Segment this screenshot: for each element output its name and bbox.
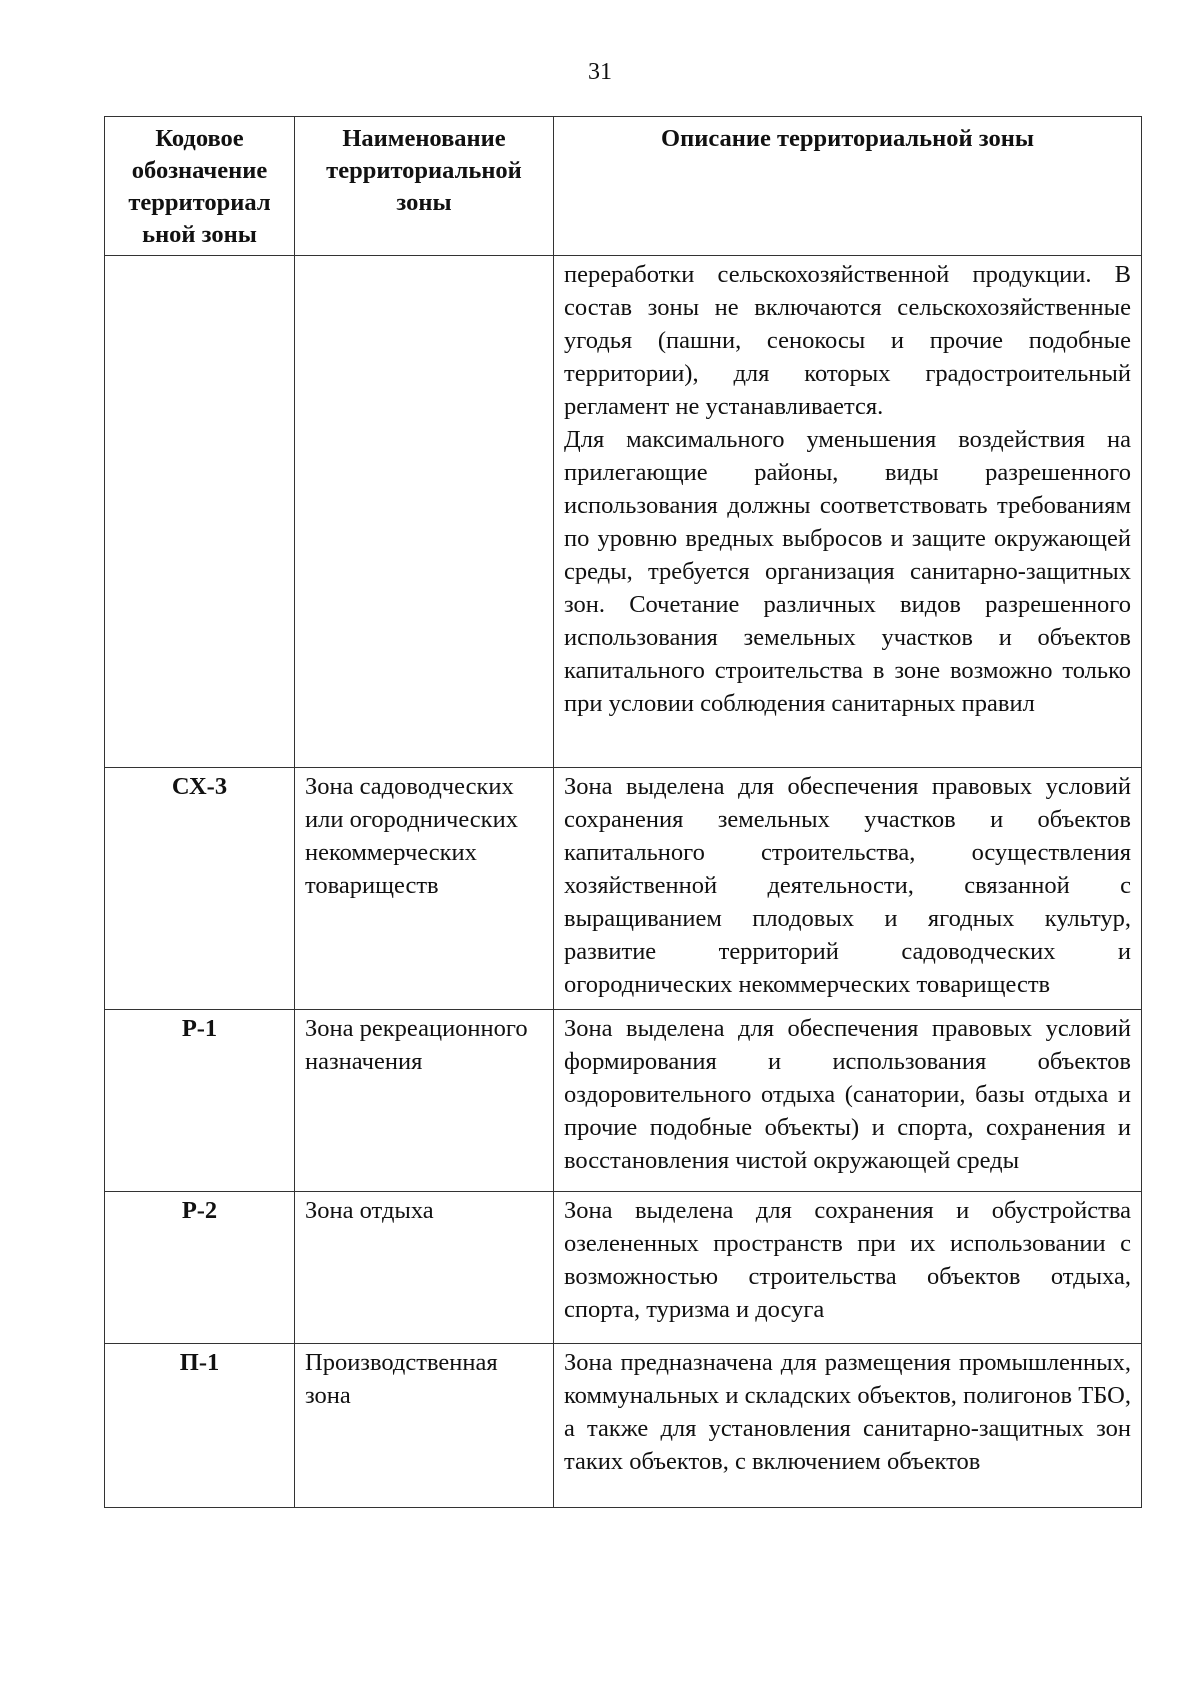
table-row <box>105 768 1142 1010</box>
description-paragraph: Зона выделена для обеспечения правовых условий сохранения земельных участков и объектов капитального строительства, осуществления хозяйственной деятельности, связанной с выращиванием плодовых и ягодных культур, развитие территорий садоводческих и огороднических некоммерческих товариществ <box>564 773 1131 998</box>
zone-description <box>554 1010 1142 1192</box>
zone-name: Зона отдыха <box>295 1192 554 1344</box>
zone-code <box>105 256 295 768</box>
zone-code: П-1 <box>105 1344 295 1508</box>
page-number: 31 <box>588 59 612 85</box>
description-paragraph: Зона предназначена для размещения промышленных, коммунальных и складских объектов, полигонов ТБО, а также для установления санитарно-защитных зон таких объектов, с включением объектов <box>564 1349 1131 1475</box>
table-header-row <box>105 117 1142 256</box>
zone-code: Р-2 <box>105 1192 295 1344</box>
zone-description <box>554 768 1142 1010</box>
table-row <box>105 1010 1142 1192</box>
zone-description <box>554 256 1142 768</box>
description-paragraph: Зона выделена для обеспечения правовых условий формирования и использования объектов оздоровительного отдыха (санатории, базы отдыха и прочие подобные объекты) и спорта, сохранения и восстановления чистой окружающей среды <box>564 1015 1131 1174</box>
table-row <box>105 256 1142 768</box>
zone-name: Зона рекреационного назначения <box>295 1010 554 1192</box>
header-name: Наименование территориальной зоны <box>295 117 554 256</box>
zone-code: СХ-3 <box>105 768 295 1010</box>
table-row <box>105 1192 1142 1344</box>
header-code: Кодовое обозначение территориал ьной зоны <box>105 117 295 256</box>
description-paragraph: переработки сельскохозяйственной продукции. В состав зоны не включаются сельскохозяйственные угодья (пашни, сенокосы и прочие подобные территории), для которых градостроительный регламент не устанавливается. <box>564 261 1131 420</box>
description-paragraph: Для максимального уменьшения воздействия на прилегающие районы, виды разрешенного использования должны соответствовать требованиям по уровню вредных выбросов и защите окружающей среды, требуется организация санитарно-защитных зон. Сочетание различных видов разрешенного использования земельных участков и объектов капитального строительства в зоне возможно только при условии соблюдения санитарных правил <box>564 426 1131 717</box>
description-paragraph: Зона выделена для сохранения и обустройства озелененных пространств при их использовании с возможностью строительства объектов отдыха, спорта, туризма и досуга <box>564 1197 1131 1323</box>
zone-name: Производственная зона <box>295 1344 554 1508</box>
zone-name: Зона садоводческих или огороднических некоммерческих товариществ <box>295 768 554 1010</box>
zone-description <box>554 1192 1142 1344</box>
zone-code: Р-1 <box>105 1010 295 1192</box>
zones-table <box>104 116 1142 1508</box>
zone-description <box>554 1344 1142 1508</box>
table-row <box>105 1344 1142 1508</box>
header-description: Описание территориальной зоны <box>554 117 1142 256</box>
zone-name <box>295 256 554 768</box>
